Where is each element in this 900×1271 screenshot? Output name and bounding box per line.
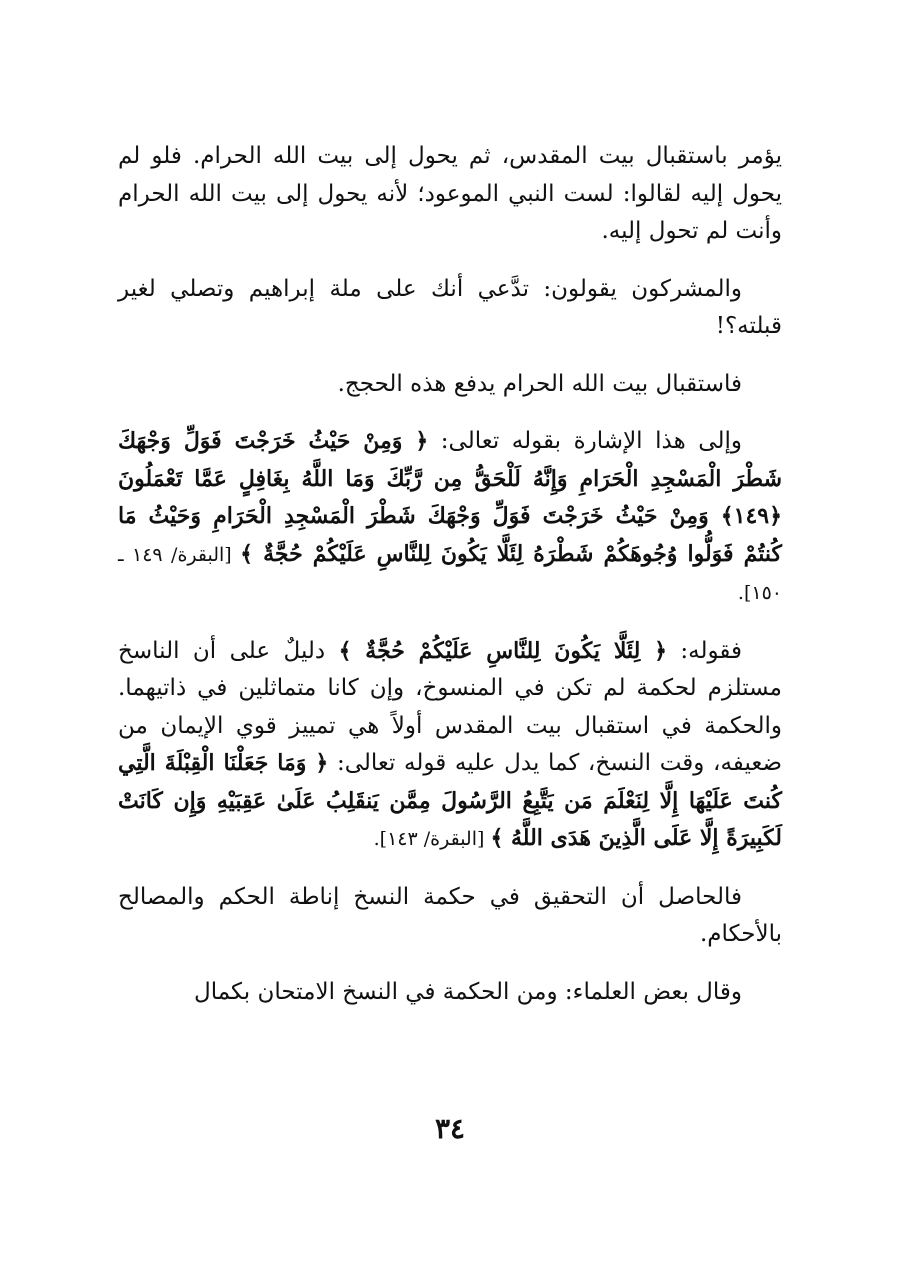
- paragraph-1: [118, 138, 782, 251]
- paragraph-4: [118, 423, 782, 613]
- paragraph-6: [118, 879, 782, 954]
- paragraph-7: [118, 974, 782, 1012]
- text-segment: وقال بعض العلماء: ومن الحكمة في النسخ الامتحان بكمال: [194, 978, 742, 1005]
- paragraph-2: [118, 271, 782, 346]
- paragraph-3: [118, 366, 782, 404]
- quran-verse: ﴿ وَمَا جَعَلْنَا الْقِبْلَةَ الَّتِي كُنتَ عَلَيْهَا إِلَّا لِنَعْلَمَ مَن يَتَّبِعُ الرَّسُولَ مِمَّن يَنقَلِبُ عَلَىٰ عَقِبَيْهِ وَإِن كَانَتْ لَكَبِيرَةً إِلَّا عَلَى الَّذِينَ هَدَى اللَّهُ ﴾: [118, 750, 782, 851]
- paragraph-5: [118, 633, 782, 859]
- text-segment: فالحاصل أن التحقيق في حكمة النسخ إناطة الحكم والمصالح بالأحكام.: [118, 883, 782, 947]
- page-number: ٣٤: [434, 1112, 466, 1145]
- text-segment: والمشركون يقولون: تدَّعي أنك على ملة إبراهيم وتصلي لغير قبلته؟!: [118, 275, 782, 339]
- text-segment: فقوله:: [666, 637, 743, 664]
- text-segment: يؤمر باستقبال بيت المقدس، ثم يحول إلى بيت الله الحرام. فلو لم يحول إليه لقالوا: لست النبي الموعود؛ لأنه يحول إلى بيت الله الحرام وأنت لم تحول إليه.: [118, 143, 782, 244]
- quran-verse: ﴿ لِئَلَّا يَكُونَ لِلنَّاسِ عَلَيْكُمْ حُجَّةٌ ﴾: [338, 637, 667, 664]
- text-segment: فاستقبال بيت الله الحرام يدفع هذه الحجج.: [337, 370, 742, 397]
- page-body: [118, 138, 782, 1031]
- verse-reference: [البقرة/ ١٤٩ ـ ١٥٠].: [118, 543, 782, 604]
- text-segment: دليلٌ على أن الناسخ مستلزم لحكمة لم تكن في المنسوخ، وإن كانا متماثلين في ذاتيهما. والحكمة في استقبال بيت المقدس أولاً هي تمييز قوي الإيمان من ضعيفه، وقت النسخ، كما يدل عليه قوله تعالى:: [118, 637, 783, 776]
- text-segment: وإلى هذا الإشارة بقوله تعالى:: [428, 428, 742, 454]
- quran-verse: ﴿ وَمِنْ حَيْثُ خَرَجْتَ فَوَلِّ وَجْهَكَ شَطْرَ الْمَسْجِدِ الْحَرَامِ وَإِنَّهُ لَلْحَقُّ مِن رَّبِّكَ وَمَا اللَّهُ بِغَافِلٍ عَمَّا تَعْمَلُونَ ﴿١٤٩﴾ وَمِنْ حَيْثُ خَرَجْتَ فَوَلِّ وَجْهَكَ شَطْرَ الْمَسْجِدِ الْحَرَامِ وَحَيْثُ مَا كُنتُمْ فَوَلُّوا وُجُوهَكُمْ شَطْرَهُ لِئَلَّا يَكُونَ لِلنَّاسِ عَلَيْكُمْ حُجَّةٌ ﴾: [118, 428, 782, 567]
- verse-reference: [البقرة/ ١٤٣].: [373, 828, 491, 850]
